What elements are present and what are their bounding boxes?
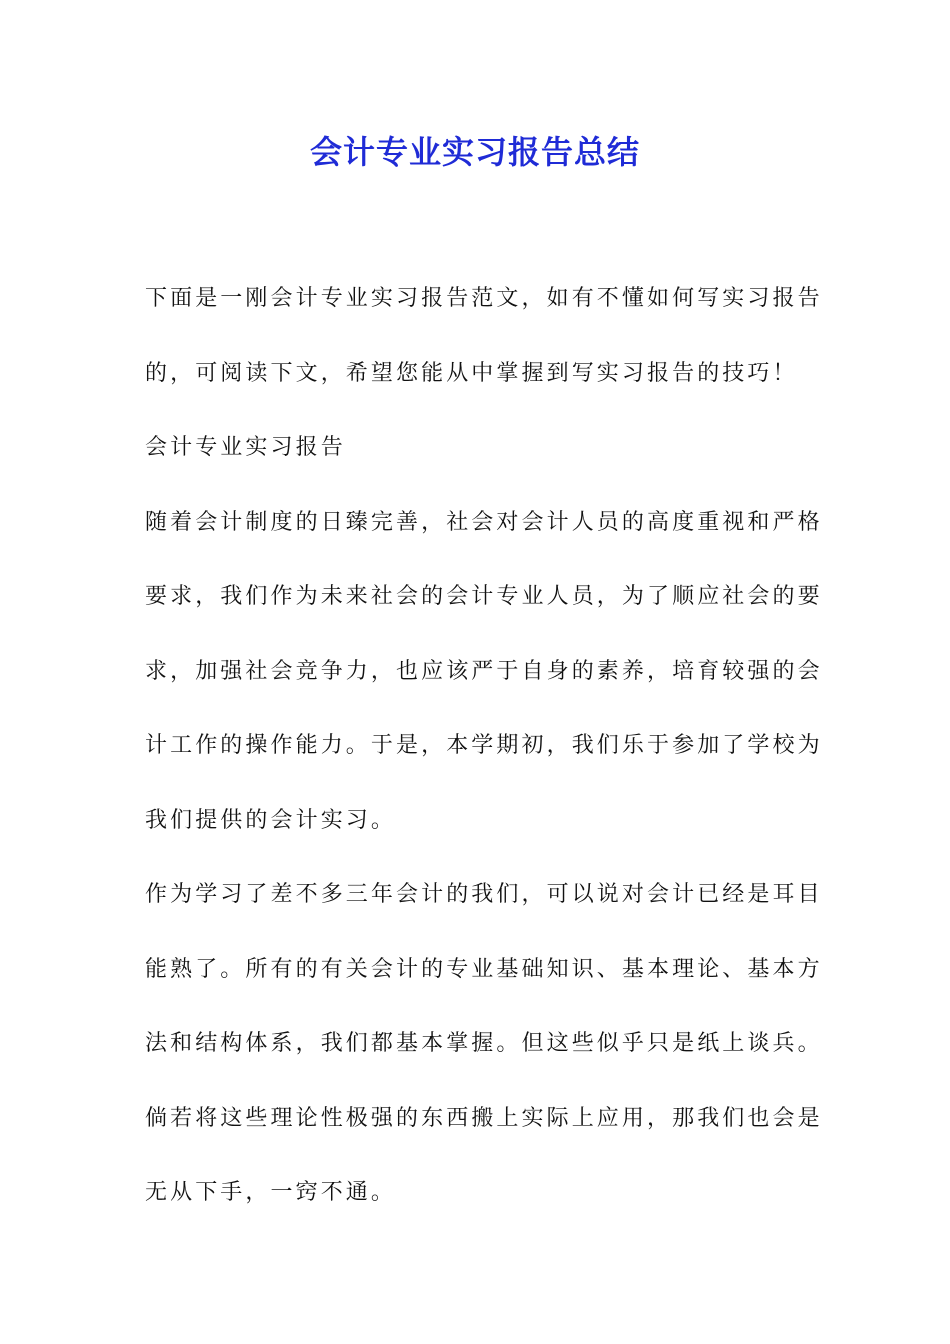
body-line: 计工作的操作能力。于是，本学期初，我们乐于参加了学校为 — [145, 733, 823, 758]
body-line: 能熟了。所有的有关会计的专业基础知识、基本理论、基本方 — [145, 956, 823, 982]
document-body — [145, 262, 823, 1231]
body-line: 的，可阅读下文，希望您能从中掌握到写实习报告的技巧！ — [145, 360, 798, 386]
section-heading: 会计专业实习报告 — [145, 435, 346, 460]
body-line: 作为学习了差不多三年会计的我们，可以说对会计已经是耳目 — [145, 882, 823, 907]
body-line: 求，加强社会竞争力，也应该严于自身的素养，培育较强的会 — [145, 658, 823, 684]
document-title: 会计专业实习报告总结 — [309, 133, 640, 171]
body-line: 我们提供的会计实习。 — [145, 807, 397, 833]
body-line: 随着会计制度的日臻完善，社会对会计人员的高度重视和严格 — [145, 509, 823, 535]
body-line: 下面是一刚会计专业实习报告范文，如有不懂如何写实习报告 — [145, 286, 823, 311]
body-line: 倘若将这些理论性极强的东西搬上实际上应用，那我们也会是 — [145, 1105, 823, 1131]
body-line: 要求，我们作为未来社会的会计专业人员，为了顺应社会的要 — [145, 584, 823, 609]
body-line: 法和结构体系，我们都基本掌握。但这些似乎只是纸上谈兵。 — [145, 1031, 823, 1056]
body-line: 无从下手，一窍不通。 — [145, 1180, 397, 1205]
